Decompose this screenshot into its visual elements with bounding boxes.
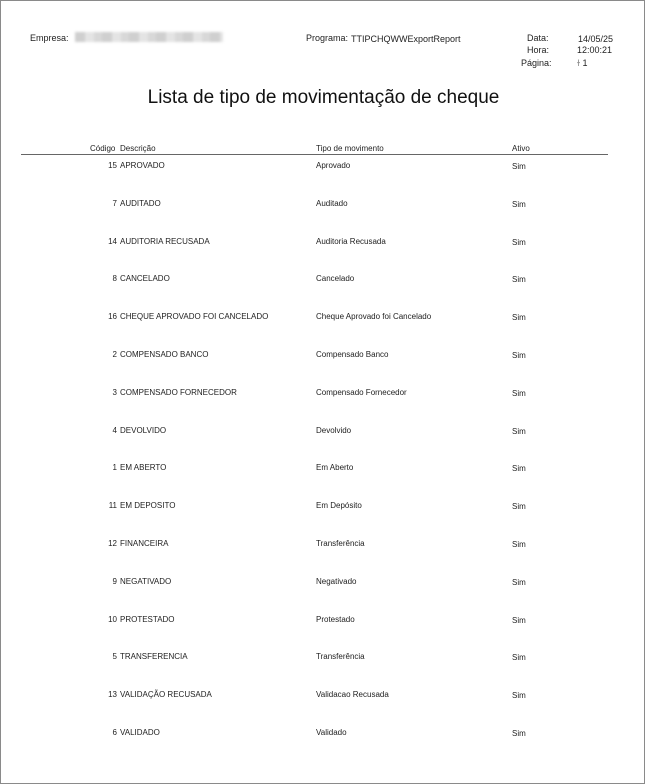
table-row bbox=[1, 652, 645, 666]
row-codigo: 2 bbox=[112, 350, 117, 359]
row-ativo: Sim bbox=[512, 691, 526, 700]
row-tipo: Em Aberto bbox=[316, 463, 354, 472]
row-ativo: Sim bbox=[512, 427, 526, 436]
row-ativo: Sim bbox=[512, 729, 526, 738]
row-descricao: FINANCEIRA bbox=[120, 539, 169, 548]
row-ativo: Sim bbox=[512, 502, 526, 511]
row-descricao: DEVOLVIDO bbox=[120, 426, 167, 435]
row-codigo: 5 bbox=[112, 652, 117, 661]
row-descricao: EM ABERTO bbox=[120, 463, 167, 472]
row-ativo: Sim bbox=[512, 162, 526, 171]
table-row bbox=[1, 615, 645, 629]
col-header-ativo: Ativo bbox=[512, 144, 530, 153]
table-row bbox=[1, 728, 645, 742]
row-codigo: 13 bbox=[108, 690, 117, 699]
row-codigo: 10 bbox=[108, 615, 117, 624]
row-tipo: Negativado bbox=[316, 577, 357, 586]
table-row bbox=[1, 237, 645, 251]
row-descricao: AUDITADO bbox=[120, 199, 161, 208]
row-tipo: Cancelado bbox=[316, 274, 355, 283]
row-ativo: Sim bbox=[512, 200, 526, 209]
data-value: 14/05/25 bbox=[578, 34, 614, 44]
row-codigo: 6 bbox=[112, 728, 117, 737]
row-tipo: Transferência bbox=[316, 652, 365, 661]
header-divider bbox=[21, 154, 608, 155]
row-descricao: NEGATIVADO bbox=[120, 577, 172, 586]
empresa-label: Empresa: bbox=[30, 33, 69, 43]
row-descricao: COMPENSADO BANCO bbox=[120, 350, 209, 359]
table-row bbox=[1, 274, 645, 288]
pagina-label: Página: bbox=[521, 58, 552, 68]
table-row bbox=[1, 690, 645, 704]
data-label: Data: bbox=[527, 33, 549, 43]
row-descricao: VALIDAÇÃO RECUSADA bbox=[120, 690, 212, 699]
row-tipo: Devolvido bbox=[316, 426, 352, 435]
col-header-codigo: Código bbox=[90, 144, 116, 153]
row-codigo: 3 bbox=[112, 388, 117, 397]
row-descricao: CHEQUE APROVADO FOI CANCELADO bbox=[120, 312, 269, 321]
col-header-descricao: Descrição bbox=[120, 144, 156, 153]
row-descricao: TRANSFERENCIA bbox=[120, 652, 188, 661]
table-row bbox=[1, 161, 645, 175]
row-codigo: 1 bbox=[112, 463, 117, 472]
table-row bbox=[1, 463, 645, 477]
programa-value: TTIPCHQWWExportReport bbox=[351, 34, 461, 44]
row-codigo: 15 bbox=[108, 161, 117, 170]
row-tipo: Compensado Fornecedor bbox=[316, 388, 407, 397]
row-codigo: 14 bbox=[108, 237, 117, 246]
hora-value: 12:00:21 bbox=[577, 45, 613, 55]
row-ativo: Sim bbox=[512, 313, 526, 322]
row-descricao: APROVADO bbox=[120, 161, 165, 170]
table-row bbox=[1, 539, 645, 553]
row-codigo: 8 bbox=[112, 274, 117, 283]
row-tipo: Validacao Recusada bbox=[316, 690, 389, 699]
row-ativo: Sim bbox=[512, 578, 526, 587]
row-descricao: PROTESTADO bbox=[120, 615, 175, 624]
col-header-tipo: Tipo de movimento bbox=[316, 144, 384, 153]
programa-label: Programa: bbox=[306, 33, 349, 43]
pagina-number: 1 bbox=[582, 58, 588, 68]
row-descricao: EM DEPOSITO bbox=[120, 501, 176, 510]
row-ativo: Sim bbox=[512, 653, 526, 662]
row-ativo: Sim bbox=[512, 238, 526, 247]
row-descricao: AUDITORIA RECUSADA bbox=[120, 237, 210, 246]
row-tipo: Compensado Banco bbox=[316, 350, 389, 359]
empresa-value-redacted bbox=[75, 32, 223, 42]
row-codigo: 7 bbox=[112, 199, 117, 208]
row-tipo: Aprovado bbox=[316, 161, 351, 170]
row-codigo: 16 bbox=[108, 312, 117, 321]
table-row bbox=[1, 312, 645, 326]
row-descricao: COMPENSADO FORNECEDOR bbox=[120, 388, 237, 397]
row-codigo: 11 bbox=[108, 501, 117, 510]
row-codigo: 4 bbox=[112, 426, 117, 435]
row-descricao: VALIDADO bbox=[120, 728, 160, 737]
row-ativo: Sim bbox=[512, 351, 526, 360]
row-tipo: Validado bbox=[316, 728, 347, 737]
row-tipo: Transferência bbox=[316, 539, 365, 548]
table-row bbox=[1, 501, 645, 515]
row-codigo: 12 bbox=[108, 539, 117, 548]
table-row bbox=[1, 426, 645, 440]
report-title: Lista de tipo de movimentação de cheque bbox=[147, 87, 500, 108]
table-row bbox=[1, 577, 645, 591]
row-ativo: Sim bbox=[512, 464, 526, 473]
table-row bbox=[1, 388, 645, 402]
row-codigo: 9 bbox=[112, 577, 117, 586]
table-row bbox=[1, 199, 645, 213]
row-ativo: Sim bbox=[512, 275, 526, 284]
row-ativo: Sim bbox=[512, 616, 526, 625]
row-ativo: Sim bbox=[512, 540, 526, 549]
hora-label: Hora: bbox=[527, 45, 550, 55]
row-tipo: Protestado bbox=[316, 615, 355, 624]
row-tipo: Auditoria Recusada bbox=[316, 237, 386, 246]
table-row bbox=[1, 350, 645, 364]
pagina-value: ɫ 1 bbox=[577, 58, 588, 68]
row-tipo: Auditado bbox=[316, 199, 348, 208]
row-tipo: Cheque Aprovado foi Cancelado bbox=[316, 312, 432, 321]
row-descricao: CANCELADO bbox=[120, 274, 170, 283]
row-ativo: Sim bbox=[512, 389, 526, 398]
row-tipo: Em Depósito bbox=[316, 501, 362, 510]
